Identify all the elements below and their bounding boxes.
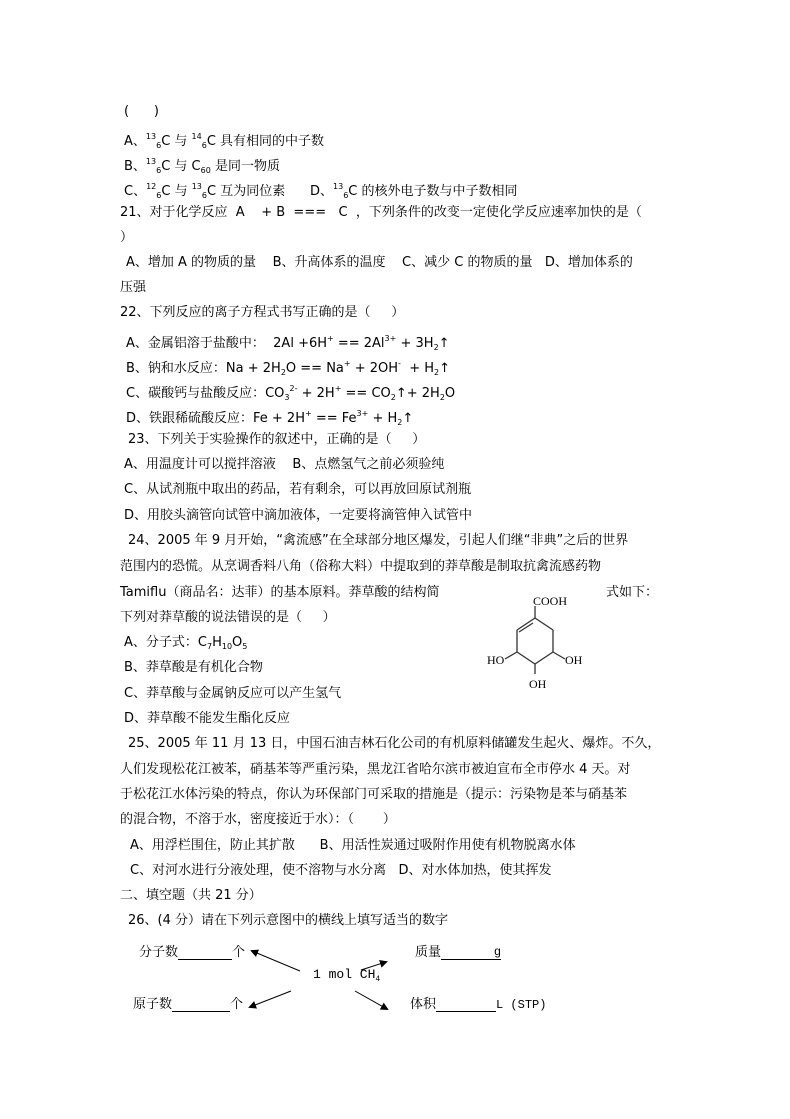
supscript-text: + <box>343 359 351 368</box>
supscript-text: 12 <box>146 182 157 191</box>
text-segment: 21、对于化学反应 A + B === C ，下列条件的改变一定使化学反应速率加快的是（ <box>120 205 642 220</box>
supscript-text: 3+ <box>356 409 369 418</box>
text-segment: D、莽草酸不能发生酯化反应 <box>124 711 291 726</box>
text-segment: 25、2005 年 11 月 13 日，中国石油吉林石化公司的有机原料储罐发生起火、爆炸。不久， <box>128 736 661 751</box>
cooh-label: COOH <box>533 594 568 608</box>
text-segment: C 的核外电子数与中子数相同 <box>348 184 518 199</box>
supscript-text: + <box>334 384 342 393</box>
text-segment: + H <box>368 411 398 426</box>
supscript-text: 13 <box>145 132 157 141</box>
text-segment: 范围内的恐慌。从烹调香料八角（俗称大料）中提取到的莽草酸是制取抗禽流感药物 <box>120 559 602 574</box>
subscript-text: 60 <box>200 166 211 175</box>
text-segment: A、增加 A 的物质的量 B、升高体系的温度 C、减少 C 的物质的量 D、增加体系的 <box>126 255 633 270</box>
subscript-text: 6 <box>343 191 349 200</box>
text-segment: + 2OH <box>350 361 399 376</box>
subscript-text: 5 <box>242 642 248 651</box>
text-segment: 23、下列关于实验操作的叙述中，正确的是（ ） <box>128 432 426 447</box>
text-segment: A、金属铝溶于盐酸中： 2Al +6H <box>126 336 328 351</box>
text-segment: A、用浮栏围住，防止其扩散 B、用活性炭通过吸附作用使有机物脱离水体 <box>130 838 576 853</box>
text-segment: ( ) <box>124 104 159 119</box>
text-segment: + 3H <box>396 336 434 351</box>
center-subscript: 4 <box>375 975 381 984</box>
text-segment: + H <box>400 361 435 376</box>
ho-left-label: HO <box>487 653 505 667</box>
subscript-text: 2 <box>433 343 439 352</box>
supscript-text: 13 <box>191 182 202 191</box>
text-segment: A、分子式：C <box>124 635 207 650</box>
subscript-text: 6 <box>156 166 162 175</box>
unit-label: L (STP) <box>496 998 547 1012</box>
text-segment: 二、填空题（共 21 分） <box>120 888 262 903</box>
text-segment: C、对河水进行分液处理，使不溶物与水分离 D、对水体加热，使其挥发 <box>130 863 552 878</box>
supscript-text: - <box>398 359 401 368</box>
text-segment: ↑+ 2H <box>395 386 440 401</box>
text-segment: ↑ <box>402 411 414 426</box>
text-segment: 22、下列反应的离子方程式书写正确的是（ ） <box>120 305 405 320</box>
subscript-text: 3 <box>284 393 290 402</box>
text-segment: == CO <box>341 386 391 401</box>
text-segment: O <box>232 635 243 650</box>
text-segment: O <box>444 386 456 401</box>
text-segment: B、 <box>124 159 146 174</box>
text-segment: 压强 <box>120 280 147 295</box>
text-segment: 人们发现松花江被苯，硝基苯等严重污染，黑龙江省哈尔滨市被迫宣布全市停水 4 天。对 <box>120 762 631 777</box>
arrow-to-molecules <box>252 951 300 971</box>
atom-count-label: 原子数 <box>133 997 173 1012</box>
oh-bottom-label: OH <box>529 677 547 691</box>
text-segment: C 具有相同的中子数 <box>206 134 325 149</box>
center-text: 1 mol CH <box>313 967 376 982</box>
subscript-text: 2 <box>390 393 396 402</box>
oh-right-label: OH <box>565 653 583 667</box>
text-segment: 24、2005 年 9 月开始，“禽流感”在全球部分地区爆发，引起人们继“非典”之后的世界 <box>128 533 629 548</box>
text-segment: 下列对莽草酸的说法错误的是（ ） <box>120 610 336 625</box>
text-segment: C、从试剂瓶中取出的药品，若有剩余，可以再放回原试剂瓶 <box>124 482 472 497</box>
text-segment: ↑ <box>438 336 450 351</box>
text-segment: ↑ <box>439 361 451 376</box>
subscript-text: 6 <box>156 141 162 150</box>
text-segment: 是同一物质 <box>210 159 280 174</box>
text-segment: ） <box>120 230 134 245</box>
text-segment: 26、(4 分）请在下列示意图中的横线上填写适当的数字 <box>128 913 449 928</box>
text-segment: C 互为同位素 D、 <box>206 184 333 199</box>
text-segment: A、用温度计可以搅拌溶液 B、点燃氢气之前必须验纯 <box>124 457 445 472</box>
text-segment: C、莽草酸与金属钠反应可以产生氢气 <box>124 686 342 701</box>
unit-label: 个 <box>230 997 244 1012</box>
text-segment: 于松花江水体污染的特点，你认为环保部门可采取的措施是（提示：污染物是苯与硝基苯 <box>120 787 628 802</box>
volume-label: 体积 <box>410 997 437 1012</box>
mass-label: 质量 <box>415 945 442 960</box>
text-segment: D、铁跟稀硫酸反应：Fe + 2H <box>126 411 305 426</box>
subscript-text: 7 <box>206 642 213 651</box>
arrow-to-mass <box>361 962 386 970</box>
text-segment: == Fe <box>311 411 357 426</box>
subscript-text: 6 <box>201 141 207 150</box>
supscript-text: + <box>327 334 334 343</box>
text-segment: O == Na <box>285 361 344 376</box>
text-segment: C 与 <box>161 184 192 199</box>
subscript-text: 2 <box>280 368 286 377</box>
supscript-text: + <box>304 409 312 418</box>
arrow-to-atoms <box>250 991 291 1007</box>
supscript-text: 14 <box>191 132 202 141</box>
molecule-count-label: 分子数 <box>139 945 179 960</box>
text-segment: == 2Al <box>333 336 385 351</box>
text-segment: D、用胶头滴管向试管中滴加液体，一定要将滴管伸入试管中 <box>124 508 473 523</box>
text-segment: A、 <box>124 134 146 149</box>
arrow-to-volume <box>355 991 387 1009</box>
text-segment: C 与 C <box>161 159 201 174</box>
subscript-text: 2 <box>434 368 440 377</box>
subscript-text: 10 <box>221 642 233 651</box>
supscript-text: 2- <box>289 384 298 393</box>
subscript-text: 2 <box>439 393 445 402</box>
text-segment: B、钠和水反应：Na + 2H <box>126 361 281 376</box>
subscript-text: 2 <box>397 418 403 427</box>
text-segment: 式如下： <box>606 585 659 600</box>
text-segment: B、莽草酸是有机化合物 <box>124 660 263 675</box>
supscript-text: 3+ <box>384 334 397 343</box>
supscript-text: 13 <box>333 182 344 191</box>
text-segment: 的混合物，不溶于水，密度接近于水）：（ ） <box>120 812 396 827</box>
text-segment: H <box>212 635 222 650</box>
subscript-text: 6 <box>156 191 162 200</box>
unit-label: g <box>493 945 502 959</box>
text-segment: C 与 <box>161 134 192 149</box>
text-segment: C、 <box>124 184 147 199</box>
subscript-text: 6 <box>201 191 207 200</box>
text-segment: + 2H <box>297 386 335 401</box>
unit-label: 个 <box>232 945 246 960</box>
supscript-text: 13 <box>145 157 157 166</box>
text-segment: C、碳酸钙与盐酸反应：CO <box>126 386 285 401</box>
text-segment: Tamiflu（商品名：达菲）的基本原料。莽草酸的结构简 <box>120 585 440 600</box>
